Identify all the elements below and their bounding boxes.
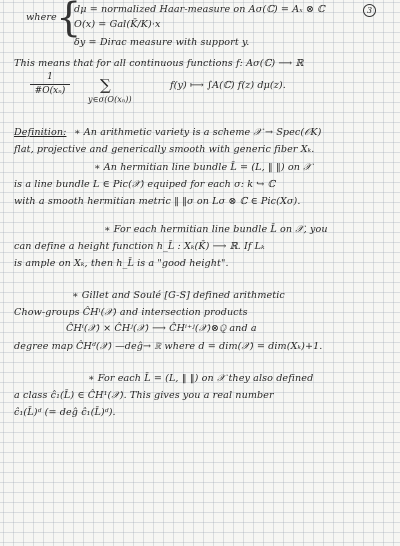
text-line: ∗ An arithmetic variety is a scheme 𝒳 → Spec(𝒪K) <box>74 127 322 138</box>
text-line: ∗ An hermitian line bundle L̄ = (L, ‖ ‖) on 𝒳 <box>94 162 312 173</box>
text-line: a class ĉ₁(L̄) ∈ ĈH¹(𝒳). This gives you a real number <box>14 390 274 401</box>
text-line: can define a height function h_L̄ : Xₖ(K̄) ⟶ ℝ. If Lₖ <box>14 241 265 252</box>
text-line: Chow-groups ĈHⁱ(𝒳) and intersection products <box>14 307 248 318</box>
text-line: ∗ Gillet and Soulé [G-S] defined arithmetic <box>72 290 285 301</box>
text-line: with a smooth hermitian metric ‖ ‖σ on Lσ ⊗ ℂ ∈ Pic(Xσ). <box>14 196 301 207</box>
fraction-bar <box>30 84 70 85</box>
definition-heading: Definition: <box>14 127 67 138</box>
fraction-denominator: #O(xₙ) <box>34 86 66 96</box>
text-line: where <box>26 12 57 23</box>
fraction-numerator: 1 <box>47 72 53 82</box>
left-brace: { <box>56 0 82 41</box>
text-line: δy = Dirac measure with support y. <box>74 37 250 48</box>
circled-number: 3 <box>363 4 376 17</box>
text-line: O(x) = Gal(K̄/K)·x <box>74 19 161 30</box>
text-line: This means that for all continuous functions f: Aσ(ℂ) ⟶ ℝ <box>14 58 304 69</box>
fraction <box>30 72 70 97</box>
text-line: is a line bundle L ∈ Pic(𝒳) equiped for each σ: k ↪ ℂ <box>14 179 276 190</box>
text-line: is ample on Xₖ, then h_L̄ is a "good height". <box>14 258 229 269</box>
text-line: dμ = normalized Haar-measure on Aσ(ℂ) = Aₓ ⊗ ℂ <box>74 4 325 15</box>
sum-index: y∈σ(O(xₙ)) <box>88 95 132 104</box>
text-line: ĉ₁(L̄)ᵈ (= deĝ ĉ₁(L̄)ᵈ). <box>14 407 116 418</box>
text-line: f(y) ⟼ ∫A(ℂ) f(z) dμ(z). <box>170 80 286 91</box>
text-line: ∗ For each hermitian line bundle L̄ on 𝒳, you <box>104 224 328 235</box>
text-line: flat, projective and generically smooth with generic fiber Xₖ. <box>14 144 315 155</box>
text-line: degree map ĈHᵈ(𝒳) —deĝ→ ℝ where d = dim(𝒳) = dim(Xₖ)+1. <box>14 341 323 352</box>
text-line: ∗ For each L̄ = (L, ‖ ‖) on 𝒳 they also defined <box>88 373 314 384</box>
text-line: ĈHⁱ(𝒳) × ĈHʲ(𝒳) ⟶ ĈHⁱ⁺ʲ(𝒳)⊗ℚ and a <box>66 323 257 334</box>
sum-symbol: ∑ <box>100 76 111 94</box>
